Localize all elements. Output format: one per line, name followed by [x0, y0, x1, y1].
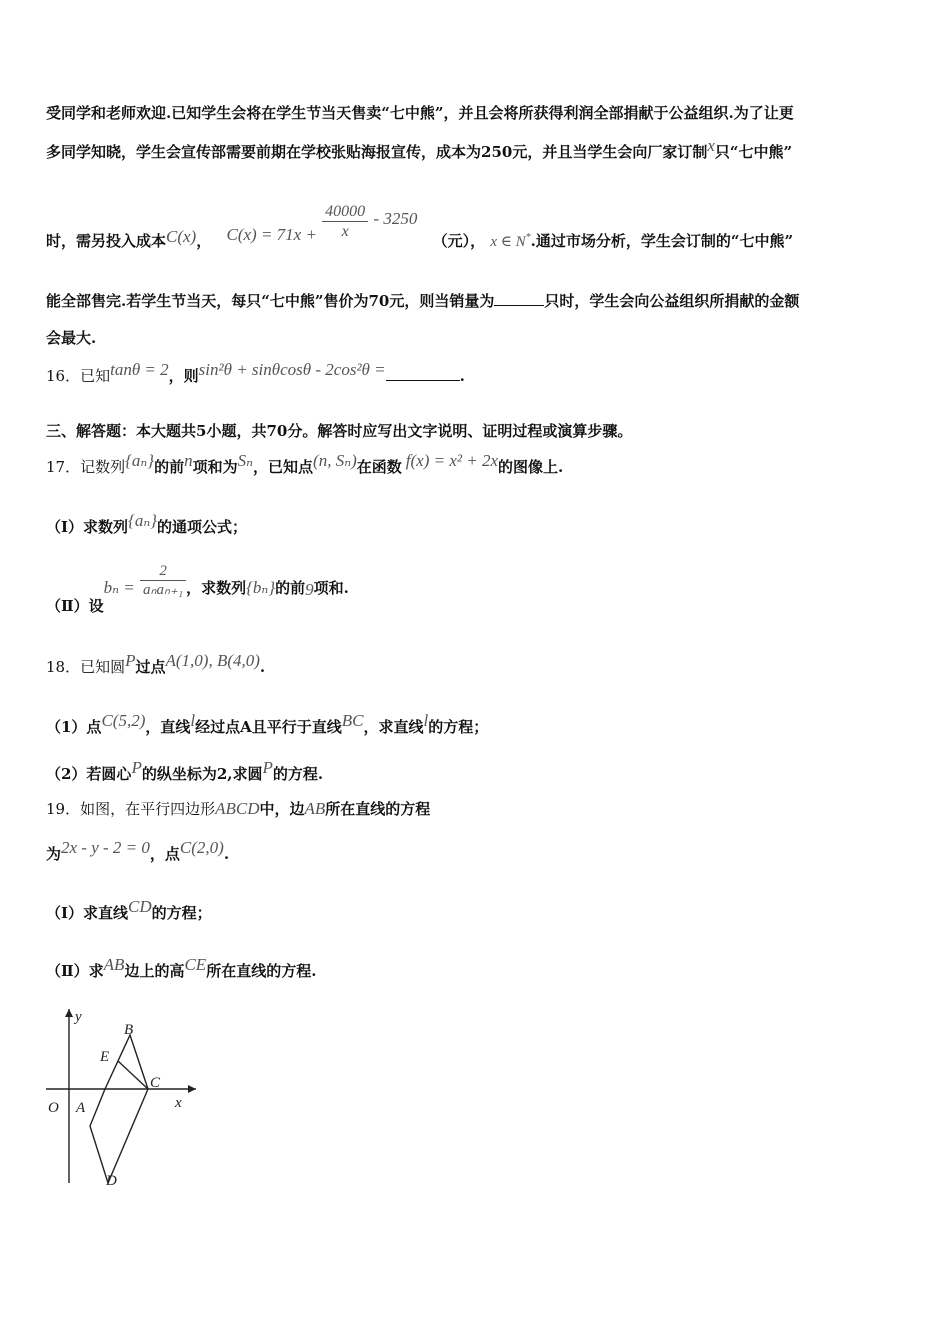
q19: 19．如图，在平行四边形ABCD中，边AB所在直线的方程	[46, 799, 431, 818]
cost-function-symbol: C(x)	[166, 226, 197, 246]
label-y: y	[75, 1009, 82, 1025]
q15-line-1: 受同学和老师欢迎.已知学生会将在学生节当天售卖“七中熊”，并且会将所获得利润全部捐献于公益组织.为了让更	[46, 104, 794, 122]
cost-fraction: $\frac{40000}{x}$	[322, 202, 368, 241]
q16-expression: sin²θ + sinθcosθ - 2cos²θ =	[198, 360, 386, 379]
label-b: B	[124, 1022, 134, 1038]
q15-line-5: 会最大.	[46, 329, 97, 347]
x-axis-arrow	[188, 1085, 196, 1093]
q15-line-2: 多同学知晓，学生会宣传部需要前期在学校张贴海报宣传，成本为250元，并且当学生会向厂家订制x只“七中熊”	[46, 136, 793, 161]
label-o: O	[48, 1100, 59, 1116]
q16: 16．已知tanθ = 2，则sin²θ + sinθcosθ - 2cos²θ = .	[46, 360, 465, 385]
y-axis-arrow	[65, 1009, 73, 1017]
q15-line-4: 能全部售完.若学生节当天，每只“七中熊”售价为70元，则当销量为 只时，学生会向公益组织所捐献的金额	[46, 292, 800, 310]
q18-part-2: （2）若圆心P的纵坐标为2,求圆P的方程.	[46, 758, 324, 783]
parallelogram-abcd	[90, 1035, 148, 1183]
q17-part-1: （Ⅰ）求数列{aₙ}的通项公式；	[46, 511, 248, 536]
label-d: D	[106, 1173, 117, 1189]
cost-equation-left: C(x) = 71x +	[226, 224, 317, 244]
label-c: C	[150, 1075, 161, 1091]
q17-part-2: （Ⅱ）设bₙ = $\frac{2}{\text{aₙaₙ₊₁}}$ ，求数列{bₙ}的前9项和.	[46, 563, 349, 615]
answer-blank-16	[386, 379, 460, 381]
label-a: A	[76, 1100, 86, 1116]
q18-part-1: （1）点C(5,2)，直线l经过点A且平行于直线BC，求直线l的方程；	[46, 711, 489, 736]
q19-part-2: （Ⅱ）求AB边上的高CE所在直线的方程.	[46, 955, 317, 980]
answer-blank-15	[494, 304, 544, 306]
section-3-header: 三、解答题：本大题共5小题，共70分。解答时应写出文字说明、证明过程或演算步骤。	[46, 422, 633, 440]
label-e: E	[100, 1049, 110, 1065]
cost-equation-right: - 3250	[373, 208, 418, 228]
q18: 18．已知圆P过点A(1,0), B(4,0).	[46, 651, 266, 676]
q19-line-2: 为2x - y - 2 = 0，点C(2,0).	[46, 838, 230, 863]
parallelogram-figure	[40, 1003, 215, 1193]
q15-line-3: 时，需另投入成本C(x)， C(x) = 71x + $\frac{40000}{x}$ - 3250 （元）， x ∈ N*.通过市场分析，学生会订制的“七中熊”	[46, 203, 794, 250]
q16-condition: tanθ = 2	[110, 360, 169, 379]
domain-set: x ∈ N*	[490, 231, 531, 250]
label-x: x	[175, 1095, 182, 1111]
q19-part-1: （Ⅰ）求直线CD的方程；	[46, 897, 212, 922]
q17: 17．记数列{aₙ}的前n项和为Sₙ，已知点(n, Sₙ)在函数 f(x) = x² + 2x的图像上.	[46, 451, 564, 476]
